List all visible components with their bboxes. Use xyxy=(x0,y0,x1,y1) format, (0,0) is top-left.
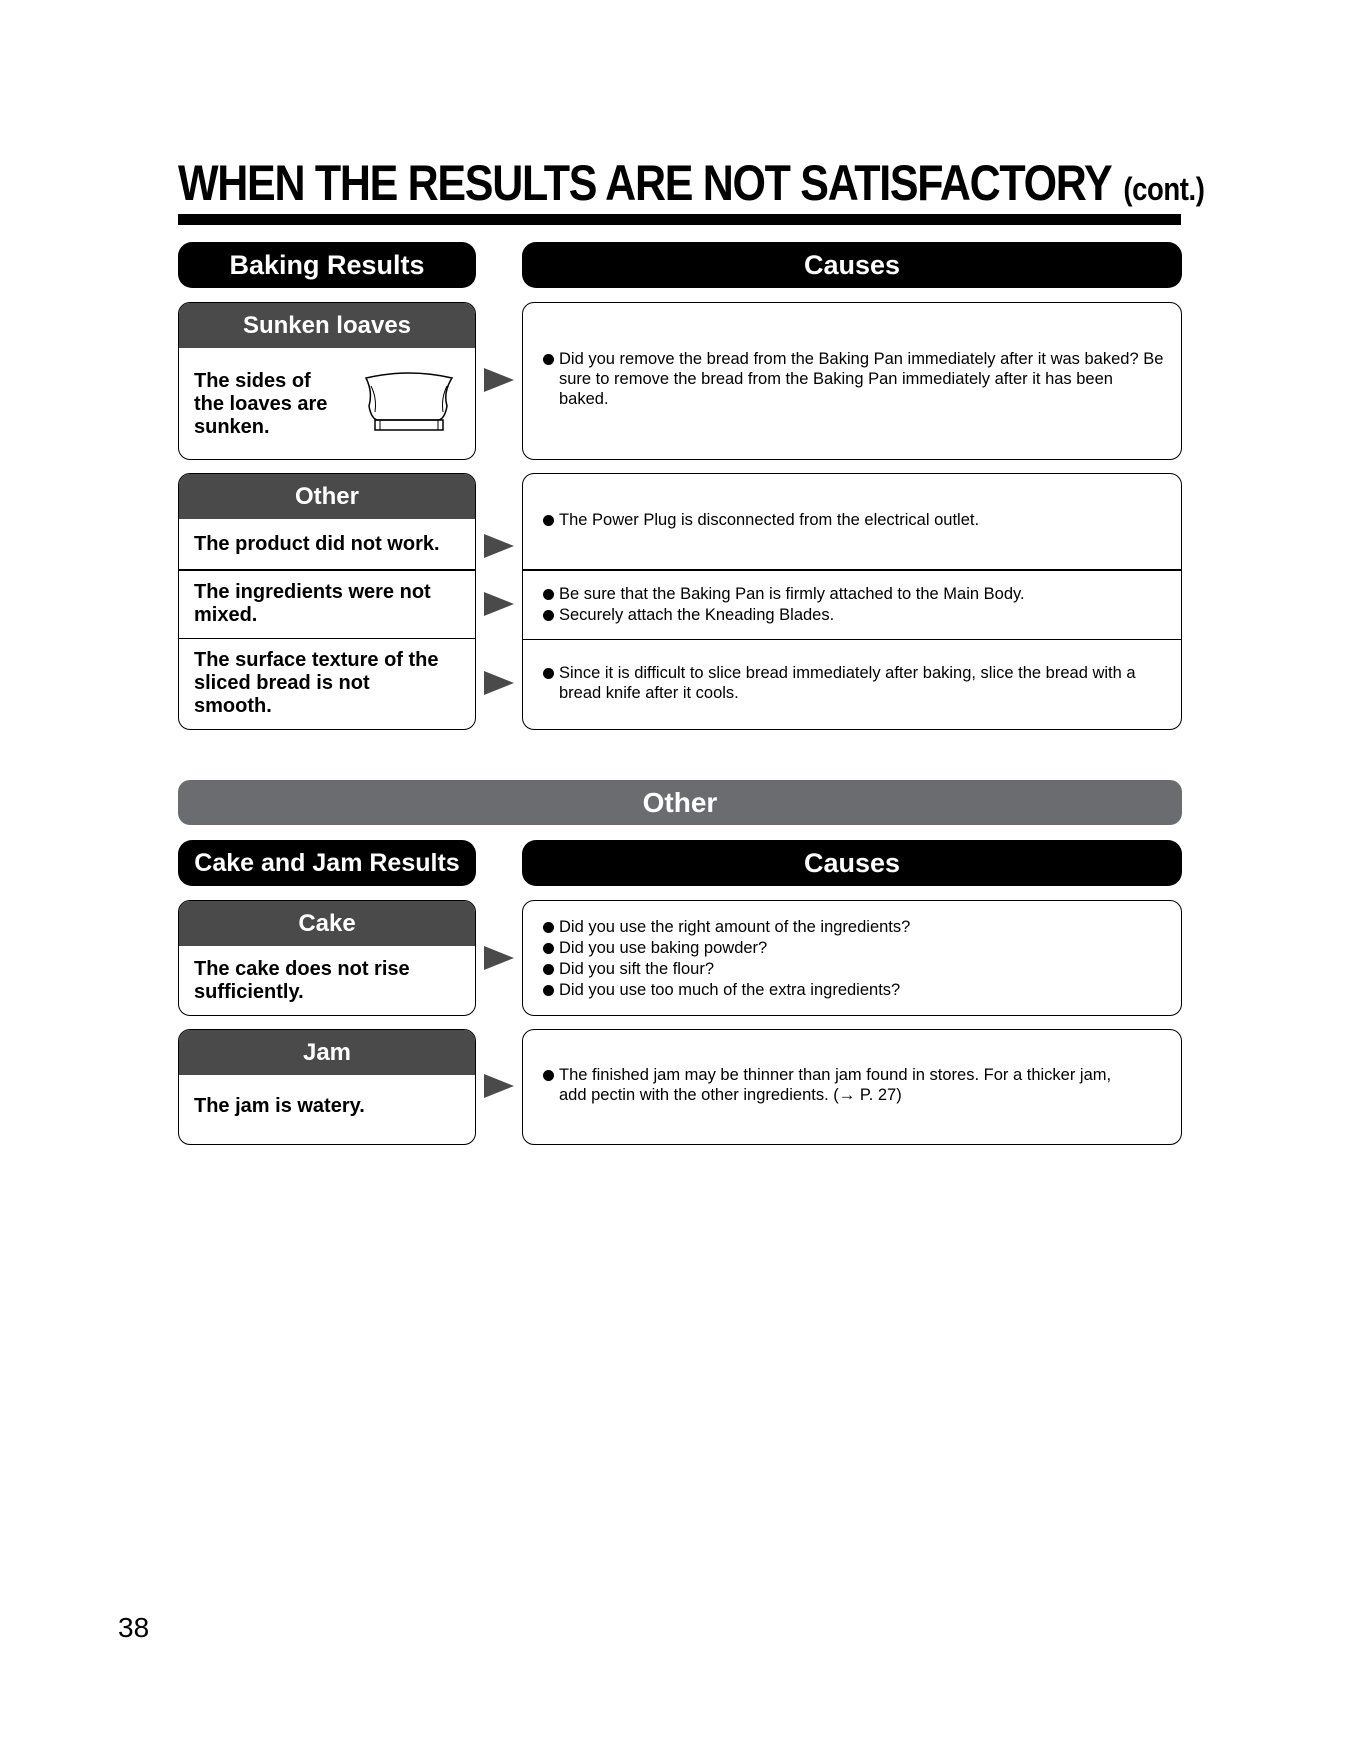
cause-row xyxy=(523,474,1181,569)
bullet-dot-icon xyxy=(543,964,554,975)
bullet-dot-icon xyxy=(543,943,554,954)
cause-item xyxy=(523,980,1181,1001)
other-problems-causes xyxy=(522,473,1182,730)
cause-text: Did you remove the bread from the Baking Pan immediately after it was baked? Be sure to remove the bread from the Baking Pan immediately after it has been baked. xyxy=(559,350,1164,408)
bullet-dot-icon xyxy=(543,922,554,933)
other-causes-header xyxy=(522,840,1182,886)
right-arrow-icon xyxy=(484,671,514,695)
problem-row xyxy=(179,571,475,638)
cause-text: The finished jam may be thinner than jam found in stores. For a thicker jam, add pectin with the other ingredients. (→ P. 27) xyxy=(559,1066,1112,1104)
problem-row xyxy=(179,519,475,569)
right-arrow-icon xyxy=(484,946,514,970)
cause-item xyxy=(523,959,1181,980)
problem-text: The ingredients were not mixed. xyxy=(194,581,431,626)
cause-text: Securely attach the Kneading Blades. xyxy=(559,605,835,624)
cake-heading: Cake xyxy=(179,901,475,946)
cake-card xyxy=(178,900,476,1016)
page-title-text: WHEN THE RESULTS ARE NOT SATISFACTORY xyxy=(178,155,1112,211)
other-causes-label: Causes xyxy=(803,847,901,878)
jam-causes xyxy=(522,1029,1182,1145)
cause-text: Did you sift the flour? xyxy=(559,960,714,978)
problem-text: The product did not work. xyxy=(194,532,440,555)
other-problems-heading: Other xyxy=(179,474,475,519)
sunken-loaves-heading: Sunken loaves xyxy=(179,303,475,348)
problem-row xyxy=(179,639,475,727)
baking-causes-header xyxy=(522,242,1182,288)
cause-item xyxy=(523,1065,1181,1105)
page-title-suffix: (cont.) xyxy=(1123,171,1205,207)
other-section-label: Other xyxy=(642,786,718,818)
cause-item xyxy=(523,510,1181,530)
jam-problem: The jam is watery. xyxy=(194,1095,365,1117)
cause-row xyxy=(523,640,1181,703)
cause-text: Did you use the right amount of the ingredients? xyxy=(559,918,911,936)
cause-row xyxy=(523,571,1181,639)
other-problems-card xyxy=(178,473,476,730)
page-title xyxy=(178,150,1205,216)
bullet-dot-icon xyxy=(543,589,554,600)
cause-text: Be sure that the Baking Pan is firmly attached to the Main Body. xyxy=(559,584,1025,603)
right-arrow-icon xyxy=(484,368,514,392)
right-arrow-icon xyxy=(484,1074,514,1098)
sunken-loaves-causes xyxy=(522,302,1182,460)
problem-text: The surface texture of the sliced bread is not smooth. xyxy=(194,648,439,717)
cause-text: Did you use baking powder? xyxy=(559,939,768,957)
cause-item xyxy=(523,917,1181,938)
cake-jam-results-label: Cake and Jam Results xyxy=(194,848,460,877)
sunken-loaf-icon xyxy=(363,372,455,434)
right-arrow-icon xyxy=(484,534,514,558)
other-section-banner xyxy=(178,780,1182,825)
page-number: 38 xyxy=(118,1612,150,1643)
cause-item xyxy=(523,349,1181,409)
bullet-dot-icon xyxy=(543,354,554,365)
cake-causes xyxy=(522,900,1182,1016)
bullet-dot-icon xyxy=(543,668,554,679)
baking-results-header xyxy=(178,242,476,288)
bullet-dot-icon xyxy=(543,985,554,996)
bullet-dot-icon xyxy=(543,610,554,621)
baking-results-label: Baking Results xyxy=(229,249,425,280)
cause-item xyxy=(523,605,1181,625)
baking-causes-label: Causes xyxy=(803,249,901,280)
bullet-dot-icon xyxy=(543,515,554,526)
cause-text: Since it is difficult to slice bread immediately after baking, slice the bread with a bread knife after it cools. xyxy=(559,664,1136,702)
cause-item xyxy=(523,938,1181,959)
sunken-loaves-problem: The sides of the loaves are sunken. xyxy=(194,370,328,438)
jam-card xyxy=(178,1029,476,1145)
cause-list xyxy=(523,901,1181,1001)
title-rule xyxy=(178,214,1181,225)
jam-heading: Jam xyxy=(179,1030,475,1075)
cause-text: Did you use too much of the extra ingredients? xyxy=(559,981,901,999)
cake-problem: The cake does not rise sufficiently. xyxy=(194,958,410,1003)
cause-text: The Power Plug is disconnected from the electrical outlet. xyxy=(559,511,980,529)
cause-item xyxy=(523,663,1161,703)
cake-jam-results-header xyxy=(178,840,476,886)
cause-item xyxy=(523,584,1181,604)
right-arrow-icon xyxy=(484,592,514,616)
bullet-dot-icon xyxy=(543,1070,554,1081)
